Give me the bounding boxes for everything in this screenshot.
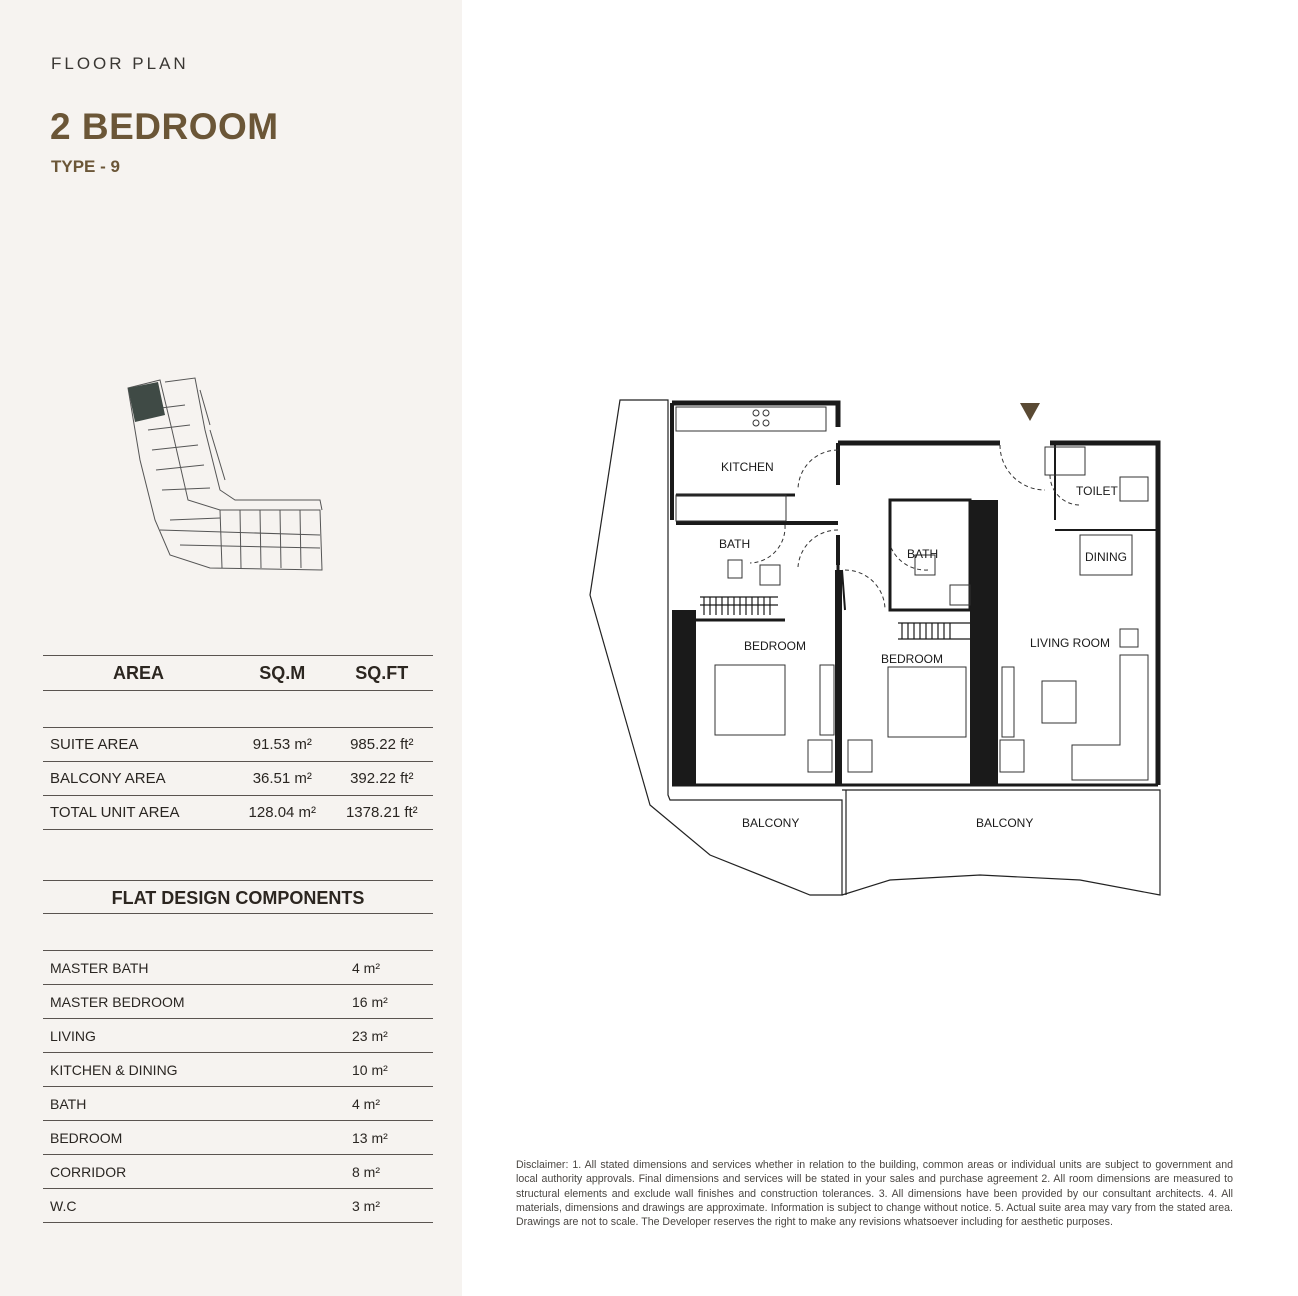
area-header: AREA xyxy=(43,656,234,691)
dining-label: DINING xyxy=(1085,550,1127,564)
floor-plan xyxy=(580,385,1180,905)
table-row: BEDROOM 13 m² xyxy=(43,1121,433,1155)
toilet-label: TOILET xyxy=(1076,484,1118,498)
unit-type: TYPE - 9 xyxy=(51,157,120,176)
living-room-label: LIVING ROOM xyxy=(1030,636,1111,650)
sqm-header: SQ.M xyxy=(234,656,331,691)
table-row: CORRIDOR 8 m² xyxy=(43,1155,433,1189)
disclaimer-text: Disclaimer: 1. All stated dimensions and services whether in relation to the building, common areas or individual units are subject to government and local authority approvals. Final dimensions and services will be stated in your sales and purchase agreement 2. All room dimensions are measured to structural elements and exclude wall finishes and construction tolerances. 3. All dimensions have been provided by our consultant architects. 4. All materials, dimensions and drawings are approximate. Information is subject to change without notice. 5. Actual suite area may vary from the stated area. Drawings are not to scale. The Developer reserves the right to make any revisions whatsoever including for aesthetic purposes. xyxy=(516,1159,1233,1229)
balcony-label: BALCONY xyxy=(976,816,1034,830)
components-title: FLAT DESIGN COMPONENTS xyxy=(43,880,433,914)
table-row: BALCONY AREA 36.51 m² 392.22 ft² xyxy=(43,762,433,796)
eyebrow-label: FLOOR PLAN xyxy=(51,54,189,73)
table-row: MASTER BATH 4 m² xyxy=(43,951,433,985)
key-plan-map xyxy=(110,370,340,580)
entry-arrow-icon xyxy=(1020,403,1040,421)
bedroom-label: BEDROOM xyxy=(744,639,807,653)
table-row: KITCHEN & DINING 10 m² xyxy=(43,1053,433,1087)
area-table xyxy=(43,655,433,830)
components-table xyxy=(43,950,433,1223)
table-row: SUITE AREA 91.53 m² 985.22 ft² xyxy=(43,728,433,762)
info-panel xyxy=(0,0,462,1296)
bath-label: BATH xyxy=(907,547,939,561)
table-row: TOTAL UNIT AREA 128.04 m² 1378.21 ft² xyxy=(43,796,433,830)
sqft-header: SQ.FT xyxy=(331,656,433,691)
table-row: W.C 3 m² xyxy=(43,1189,433,1223)
table-row: BATH 4 m² xyxy=(43,1087,433,1121)
highlighted-unit xyxy=(128,382,165,422)
balcony-right-outline xyxy=(842,790,1160,895)
table-row: LIVING 23 m² xyxy=(43,1019,433,1053)
table-row: MASTER BEDROOM 16 m² xyxy=(43,985,433,1019)
bath-label: BATH xyxy=(719,537,751,551)
kitchen-label: KITCHEN xyxy=(721,460,774,474)
bedroom-label: BEDROOM xyxy=(881,652,944,666)
balcony-label: BALCONY xyxy=(742,816,800,830)
unit-title: 2 BEDROOM xyxy=(50,106,279,147)
